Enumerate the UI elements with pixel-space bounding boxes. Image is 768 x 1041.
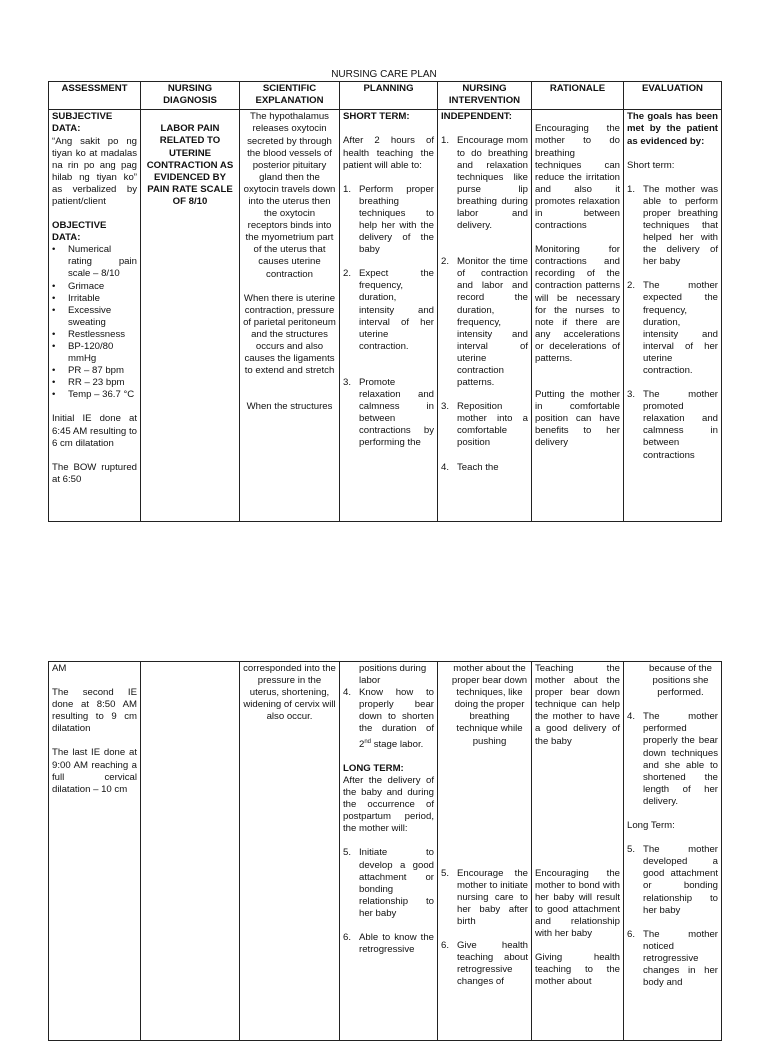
list-item: 3. Reposition mother into a comfortable position [441, 401, 528, 449]
planning-list [343, 847, 434, 956]
intervention-list [441, 868, 528, 989]
explanation-cell [240, 662, 340, 1041]
independent-heading: INDEPENDENT: [441, 111, 512, 123]
list-item: 6. The mother noticed retrogressive changes in her body and [627, 928, 718, 989]
explanation-cell [240, 110, 340, 522]
evaluation-cell [624, 662, 722, 1041]
assessment-cell [49, 662, 141, 1041]
list-item: 4. Know how to properly bear down to shorten the duration of 2nd stage labor. [343, 687, 434, 750]
long-term-heading: LONG TERM: [343, 762, 404, 774]
evaluation-cell [624, 110, 722, 522]
long-term-intro: After the delivery of the baby and during the occurrence of postpartum period, the mother will: [343, 774, 434, 835]
intervention-list [441, 135, 528, 473]
objective-heading: OBJECTIVE DATA: [52, 220, 107, 244]
header-nursing-intervention: NURSING INTERVENTION [438, 82, 532, 110]
list-item: 5. Encourage the mother to initiate nursing care to her baby after birth [441, 867, 528, 928]
header-planning: PLANNING [340, 82, 438, 110]
list-item: 5. The mother developed a good attachment or bonding relationship to her baby [627, 844, 718, 916]
rationale-cell [532, 110, 624, 522]
list-item: • BP-120/80 mmHg [52, 341, 114, 365]
table-row [49, 662, 722, 1041]
rationale-paragraph: Giving health teaching to the mother about [535, 952, 620, 988]
short-term-heading: SHORT TERM: [343, 111, 410, 123]
header-scientific-explanation: SCIENTIFIC EXPLANATION [240, 82, 340, 110]
list-item: • Restlessness [52, 328, 126, 340]
nursing-diagnosis-text: LABOR PAIN RELATED TO UTERINE CONTRACTION AS EVIDENCED BY PAIN RATE SCALE OF 8/10 [146, 123, 234, 207]
list-item: 2. The mother expected the frequency, duration, intensity and interval of her uterine contraction. [627, 280, 718, 377]
explanation-paragraph: When there is uterine contraction, pressure of parietal peritoneum and the structures occurs and also causes the ligaments to extend and stretch [243, 292, 336, 377]
rationale-paragraph: Putting the mother in comfortable position can have benefits to her delivery [535, 389, 620, 449]
long-term-label: Long Term: [627, 820, 675, 832]
list-item: 4. The mother performed properly the bear down techniques and she able to shortened the length of her delivery. [627, 711, 718, 807]
explanation-paragraph: The hypothalamus releases oxytocin secreted by through the blood vessels of posterior pituitary gland then the oxytocin travels down into the uterus then the oxytocin receptors binds into the myometrium part of the uterus that causes uterine contraction [243, 111, 336, 280]
care-plan-table-page-1 [48, 81, 722, 522]
evaluation-list [627, 184, 718, 462]
assessment-cell [49, 110, 141, 522]
intervention-cell [438, 662, 532, 1041]
intervention-continuation: mother about the proper bear down techniques, like doing the proper breathing technique while pushing [451, 663, 528, 747]
diagnosis-cell [141, 662, 240, 1041]
care-plan-table-page-2 [48, 661, 722, 1041]
planning-list [343, 184, 434, 450]
rationale-cell [532, 662, 624, 1041]
list-item: • Numerical rating pain scale – 8/10 [52, 244, 137, 280]
intervention-cell [438, 110, 532, 522]
list-item: • Excessive sweating [52, 304, 112, 328]
list-item: 5. Initiate to develop a good attachment or bonding relationship to her baby [343, 847, 434, 919]
list-item: 1. The mother was able to perform proper breathing techniques that helped her with the delivery of her baby [627, 183, 718, 268]
evaluation-list [627, 844, 718, 989]
list-item: 4. Teach the [441, 461, 499, 473]
header-nursing-diagnosis: NURSING DIAGNOSIS [141, 82, 240, 110]
list-item: 1. Encourage mom to do breathing and relaxation techniques like purse lip breathing during labor and delivery. [441, 135, 528, 232]
second-ie-text: The second IE done at 8:50 AM resulting to 9 cm dilatation [52, 687, 137, 735]
planning-cell [340, 662, 438, 1041]
bow-text: The BOW ruptured at 6:50 [52, 461, 137, 485]
evaluation-heading: The goals has been met by the patient as evidenced by: [627, 111, 718, 147]
table-row [49, 110, 722, 522]
header-assessment: ASSESSMENT [49, 82, 141, 110]
subjective-heading: SUBJECTIVE DATA: [52, 111, 113, 135]
explanation-paragraph: When the structures [246, 401, 333, 413]
diagnosis-cell [141, 110, 240, 522]
list-item: 6. Give health teaching about retrogressive changes of [441, 940, 528, 988]
list-item: 3. Promote relaxation and calmness in between contractions by performing the [343, 376, 434, 449]
list-item: 1. Perform proper breathing techniques to help her with the delivery of the baby [343, 183, 434, 256]
list-item: • Irritable [52, 292, 100, 304]
list-item: 2. Expect the frequency, duration, intensity and interval of her uterine contraction. [343, 268, 434, 352]
objective-list [52, 244, 137, 401]
rationale-paragraph: Monitoring for contractions and recording of the contraction patterns will be necessary for the nurses to note if there are any accelerations or decelerations of patterns. [535, 244, 620, 365]
evaluation-list [627, 711, 718, 808]
list-item: • RR – 23 bpm [52, 377, 125, 389]
last-ie-text: The last IE done at 9:00 AM reaching a full cervical dilatation – 10 cm [52, 747, 137, 795]
rationale-paragraph: Encouraging the mother to do breathing techniques can reduce the irritation and also it promotes relaxation in between contractions [535, 123, 620, 232]
header-rationale: RATIONALE [532, 82, 624, 110]
initial-ie-text: Initial IE done at 6:45 AM resulting to 6 cm dilatation [52, 413, 137, 449]
short-term-label: Short term: [627, 159, 675, 171]
header-evaluation: EVALUATION [624, 82, 722, 110]
list-item: 2. Monitor the time of contraction and labor and record the duration, frequency, intensity and interval of uterine contraction patterns. [441, 256, 528, 389]
list-item: 6. Able to know the retrogressive [343, 931, 434, 956]
list-item: • Temp – 36.7 °C [52, 389, 135, 401]
evaluation-continuation: because of the positions she performed. [649, 663, 712, 699]
planning-continuation: positions during labor [359, 663, 427, 687]
planning-cell [340, 110, 438, 522]
list-item: 3. The mother promoted relaxation and calmness in between contractions [627, 389, 718, 461]
assessment-am: AM [52, 663, 67, 674]
rationale-paragraph: Encouraging the mother to bond with her baby will result to good attachment and relationship with her baby [535, 867, 620, 940]
explanation-paragraph: corresponded into the pressure in the uterus, shortening, widening of cervix will also occur. [243, 663, 336, 723]
table-header-row [49, 82, 722, 110]
list-item: • PR – 87 bpm [52, 365, 124, 377]
rationale-paragraph: Teaching the mother about the proper bear down technique can help the mother to have a good delivery of the baby [535, 663, 620, 747]
short-term-intro: After 2 hours of health teaching the patient will able to: [343, 135, 434, 171]
list-item: • Grimace [52, 280, 105, 292]
subjective-text: “Ang sakit po ng tiyan ko at madalas na rin po ang pag hilab ng tiyan ko” as verbalized by patient/client [52, 135, 137, 207]
page-title: NURSING CARE PLAN [331, 69, 437, 80]
